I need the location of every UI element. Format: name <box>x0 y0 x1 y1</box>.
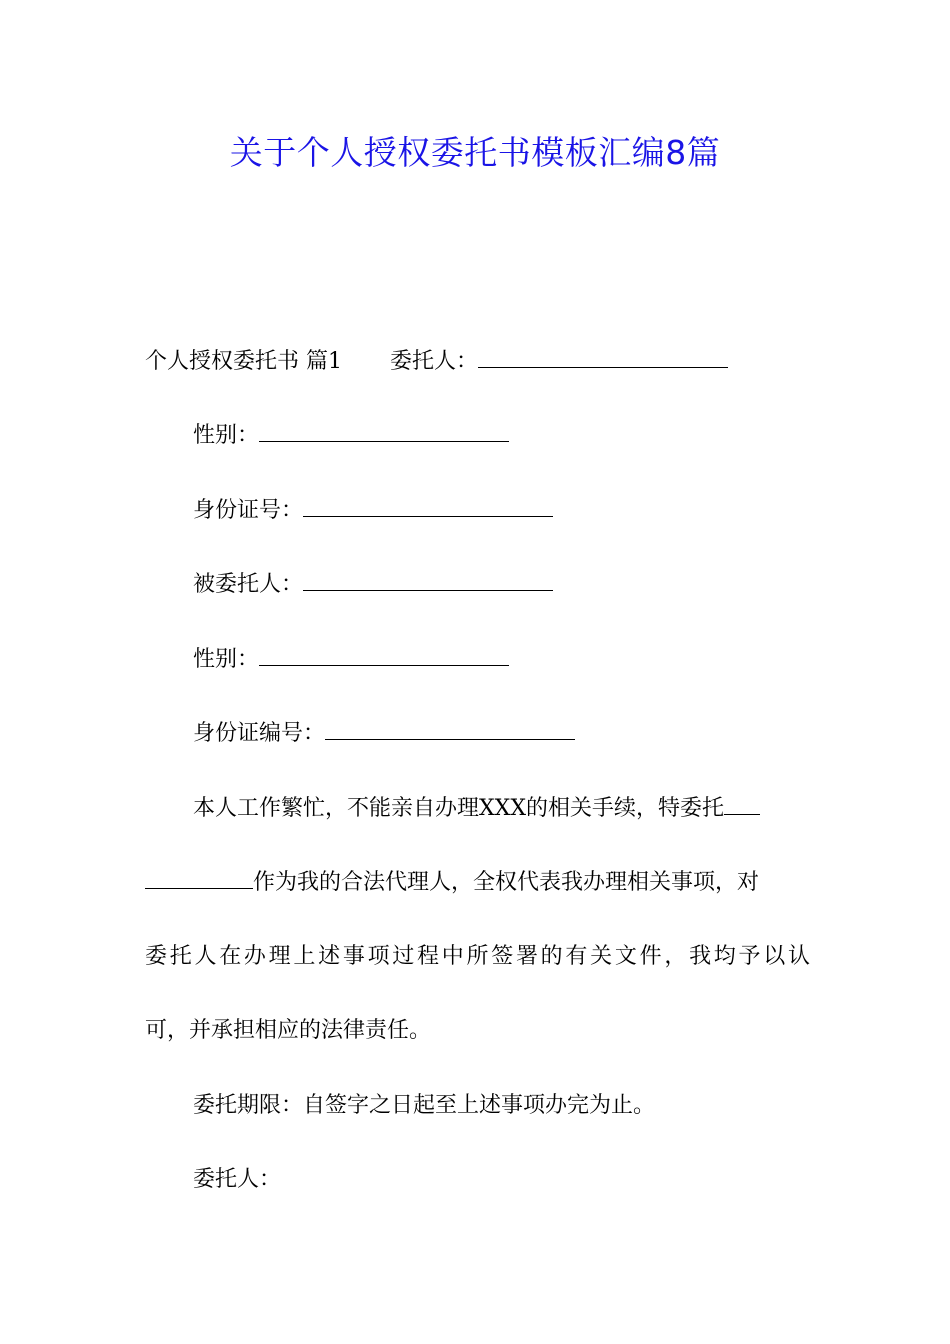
id-number-label: 身份证号： <box>193 498 304 523</box>
term-line: 委托期限：自签字之日起至上述事项办完为止。 <box>193 1093 656 1118</box>
gender-row-2 <box>193 643 858 676</box>
principal-label: 委托人： <box>390 349 479 374</box>
id-code-label: 身份证编号： <box>193 721 326 746</box>
agent-row <box>193 568 858 601</box>
gender-label: 性别： <box>193 423 260 448</box>
id-number-row <box>193 494 858 527</box>
body-paragraph-line-1 <box>193 792 810 825</box>
agent-label: 被委托人： <box>193 572 304 597</box>
principal-blank <box>478 345 728 368</box>
body-text: 本人工作繁忙，不能亲自办理XXX的相关手续，特委托 <box>193 796 724 821</box>
agent-name-blank-continued <box>145 866 253 889</box>
id-code-row <box>193 717 858 750</box>
body-paragraph-line-4: 可，并承担相应的法律责任。 <box>145 1018 432 1043</box>
signature-label: 委托人： <box>193 1167 282 1192</box>
gender-label: 性别： <box>193 647 260 672</box>
section-heading-row <box>145 345 810 378</box>
gender-row-1 <box>193 419 858 452</box>
body-paragraph-line-3: 委托人在办理上述事项过程中所签署的有关文件，我均予以认 <box>145 944 810 969</box>
body-paragraph-line-2 <box>145 866 810 899</box>
gender-blank <box>259 419 509 442</box>
id-number-blank <box>303 494 553 517</box>
id-code-blank <box>325 717 575 740</box>
gender-blank <box>259 643 509 666</box>
agent-blank <box>303 568 553 591</box>
body-text: 作为我的合法代理人，全权代表我办理相关事项，对 <box>253 870 760 895</box>
section-heading: 个人授权委托书 篇1 <box>145 349 342 374</box>
document-title: 关于个人授权委托书模板汇编8篇 <box>229 133 721 172</box>
agent-name-blank <box>724 792 760 815</box>
